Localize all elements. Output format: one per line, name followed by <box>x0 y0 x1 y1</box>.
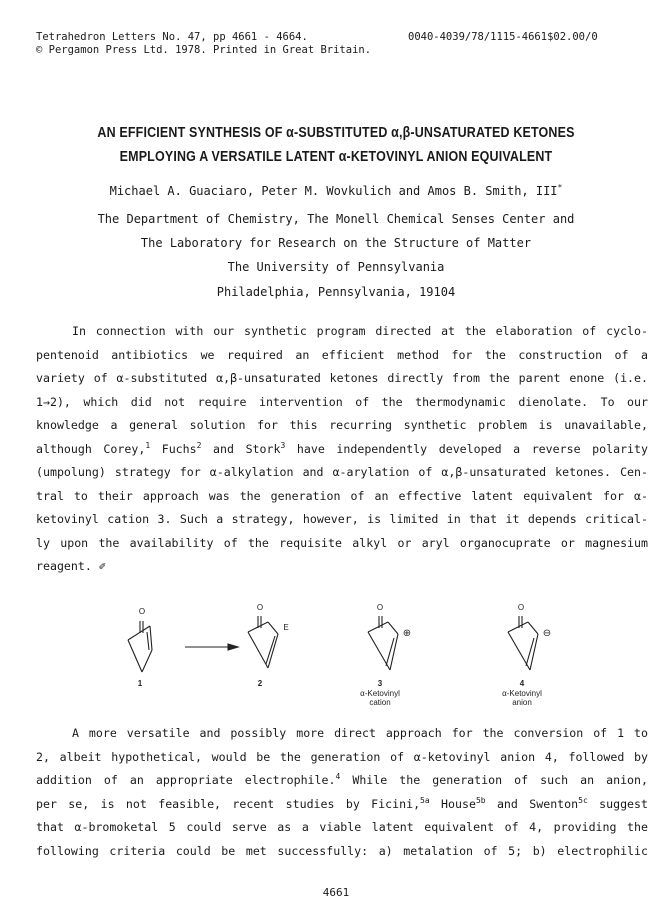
compound-4-number: 4 <box>519 679 525 688</box>
citation: 5a <box>420 795 430 805</box>
text-run: While the generation of such an anion, <box>340 773 648 787</box>
text-line: that α-bromoketal 5 could serve as a viable latent equivalent of 4, providing the <box>36 820 648 834</box>
reaction-arrow <box>185 644 238 650</box>
citation: 4 <box>335 772 341 782</box>
citation: 2 <box>196 440 202 450</box>
compound-3-caption: cation <box>369 698 391 707</box>
text-run: per se, is not feasible, recent studies by Ficini, <box>36 796 421 811</box>
text-line: knowledge a general solution for this recurring synthetic problem is unavailable, <box>36 418 648 432</box>
paragraph-2 <box>36 722 648 863</box>
compound-1-structure <box>128 621 152 672</box>
text-run: and Stork <box>201 441 281 456</box>
text-line: 1→2), which did not require intervention of the thermodynamic dienolate. To our <box>36 394 648 409</box>
oxygen-label: O <box>138 607 146 616</box>
text-run: addition of an appropriate electrophile. <box>36 773 336 787</box>
affiliation-line-4: Philadelphia, Pennsylvania, 19104 <box>216 285 456 299</box>
compound-2-structure <box>248 616 278 668</box>
affiliation-line-1: The Department of Chemistry, The Monell Chemical Senses Center and <box>97 212 575 226</box>
paragraph-1 <box>36 320 648 579</box>
text-line: (umpolung) strategy for α-alkylation and α-arylation of α,β-unsaturated ketones. Cen- <box>36 465 648 479</box>
oxygen-label: O <box>517 603 525 612</box>
anion-charge: ⊖ <box>542 628 552 639</box>
authors <box>0 184 672 198</box>
compound-1-number: 1 <box>137 679 143 688</box>
text-run: Fuchs <box>150 441 197 456</box>
oxygen-label: O <box>376 603 384 612</box>
text-line: ketovinyl cation 3. Such a strategy, however, is limited in that it depends critical- <box>36 512 648 526</box>
publisher-line: © Pergamon Press Ltd. 1978. Printed in Great Britain. <box>36 44 372 56</box>
text-line: 2, albeit hypothetical, would be the generation of α-ketovinyl anion 4, followed by <box>36 749 648 764</box>
citation: 1 <box>145 440 151 450</box>
text-line: following criteria could be met successfully: a) metalation of 5; b) electrophilic <box>36 843 648 858</box>
title-line-1: AN EFFICIENT SYNTHESIS OF α-SUBSTITUTED α,β-UNSATURATED KETONES <box>97 125 575 141</box>
text-line: ly upon the availability of the requisite alkyl or aryl organocuprate or magnesium <box>36 535 648 550</box>
text-line <box>36 769 648 793</box>
title-line-2: EMPLOYING A VERSATILE LATENT α-KETOVINYL ANION EQUIVALENT <box>119 149 553 165</box>
article-code: 0040-4039/78/1115-4661$02.00/0 <box>408 31 598 43</box>
text-run: House <box>429 796 476 811</box>
text-line: tral to their approach was the generation of an effective latent equivalent for α- <box>36 488 648 503</box>
compound-3-caption: α-Ketovinyl <box>360 689 400 698</box>
journal-header <box>36 31 371 57</box>
citation: 5c <box>578 795 588 805</box>
electrophile-label: E <box>283 623 289 632</box>
compound-4-structure <box>508 616 538 670</box>
author-names: Michael A. Guaciaro, Peter M. Wovkulich and Amos B. Smith, III <box>109 184 558 198</box>
text-line: A more versatile and possibly more direct approach for the conversion of 1 to <box>72 726 648 740</box>
affiliation-line-3: The University of Pennsylvania <box>227 260 445 274</box>
page-number: 4661 <box>322 886 350 899</box>
corresponding-asterisk: * <box>557 183 563 192</box>
text-line <box>36 793 648 817</box>
affiliation-line-2: The Laboratory for Research on the Structure of Matter <box>140 236 532 250</box>
oxygen-label: O <box>256 603 264 612</box>
text-line: reagent. ✐ <box>36 559 106 573</box>
compound-2-number: 2 <box>257 679 263 688</box>
text-run: and Swenton <box>485 796 579 811</box>
citation: 3 <box>280 440 286 450</box>
text-line <box>36 438 648 462</box>
journal-line: Tetrahedron Letters No. 47, pp 4661 - 4664. <box>36 31 308 43</box>
text-line: In connection with our synthetic program directed at the elaboration of cyclo- <box>72 324 648 338</box>
text-run: have independently developed a reverse polarity <box>285 441 648 456</box>
text-run: although Corey, <box>36 441 146 456</box>
cation-charge: ⊕ <box>402 628 412 639</box>
compound-4-caption: α-Ketovinyl <box>502 689 542 698</box>
compound-3-number: 3 <box>377 679 383 688</box>
text-line: variety of α-substituted α,β-unsaturated ketones directly from the parent enone (i.e. <box>36 371 648 385</box>
compound-4-caption: anion <box>512 698 532 707</box>
reaction-scheme <box>100 592 580 722</box>
text-line: pentenoid antibiotics we required an efficient method for the construction of a <box>36 347 648 362</box>
compound-3-structure <box>368 616 398 670</box>
text-run: suggest <box>587 796 648 811</box>
citation: 5b <box>475 795 486 805</box>
